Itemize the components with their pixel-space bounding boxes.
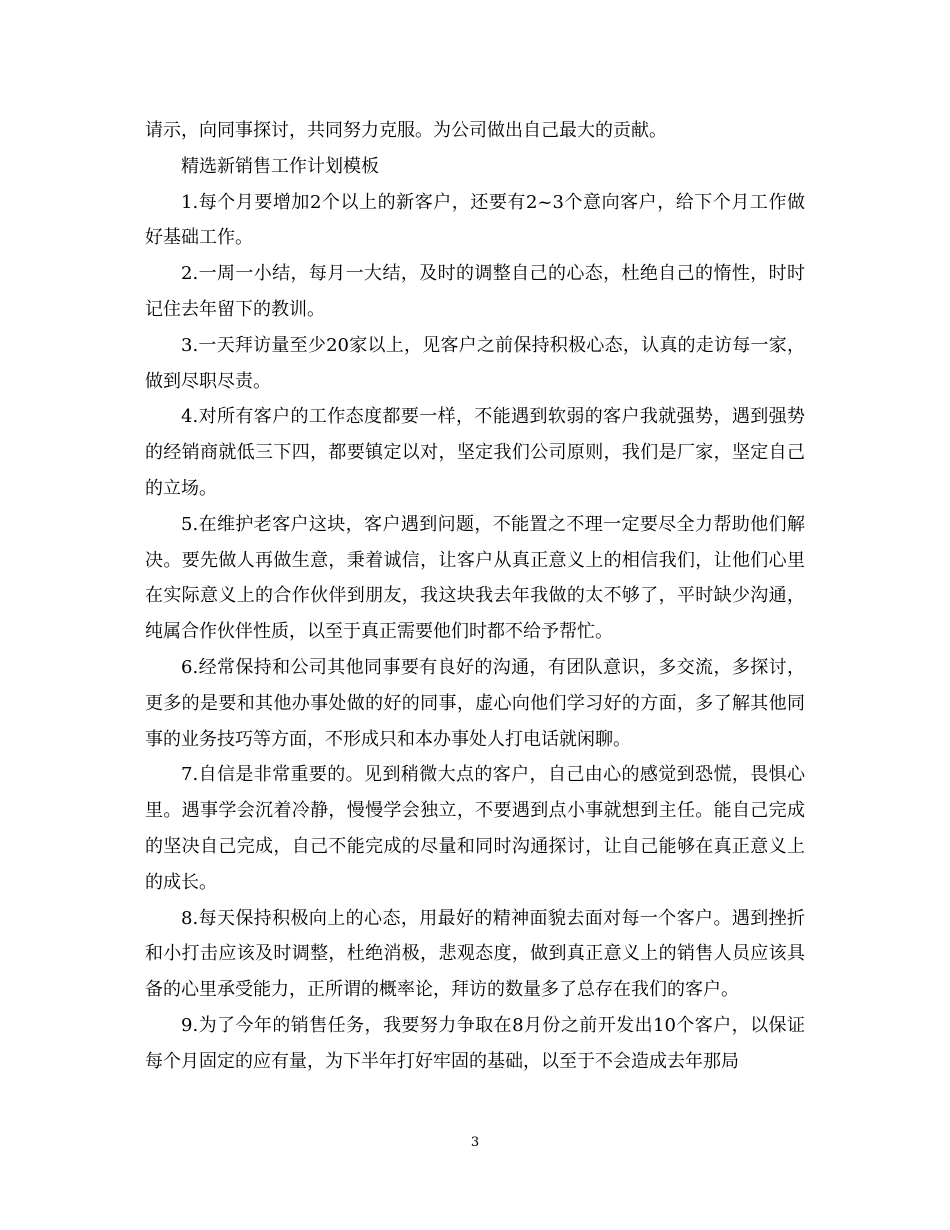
list-item-1: 1.每个月要增加2个以上的新客户，还要有2~3个意向客户，给下个月工作做好基础工作。 [145, 191, 805, 249]
list-item-7: 7.自信是非常重要的。见到稍微大点的客户，自己由心的感觉到恐慌，畏惧心里。遇事学会沉着冷静，慢慢学会独立，不要遇到点小事就想到主任。能自己完成的坚决自己完成，自己不能完成的尽量和同时沟通探讨，让自己能够在真正意义上的成长。 [145, 764, 805, 893]
document-body [145, 113, 805, 1080]
list-item-5: 5.在维护老客户这块，客户遇到问题，不能置之不理一定要尽全力帮助他们解决。要先做人再做生意，秉着诚信，让客户从真正意义上的相信我们，让他们心里在实际意义上的合作伙伴到朋友，我这块我去年我做的太不够了，平时缺少沟通，纯属合作伙伴性质，以至于真正需要他们时都不给予帮忙。 [145, 513, 805, 643]
page-number: 3 [470, 1135, 480, 1150]
list-item-8: 8.每天保持积极向上的心态，用最好的精神面貌去面对每一个客户。遇到挫折和小打击应该及时调整，杜绝消极，悲观态度，做到真正意义上的销售人员应该具备的心里承受能力，正所谓的概率论，拜访的数量多了总存在我们的客户。 [145, 907, 805, 1001]
paragraph-continuation: 请示，向同事探讨，共同努力克服。为公司做出自己最大的贡献。 [145, 120, 667, 141]
list-item-9: 9.为了今年的销售任务，我要努力争取在8月份之前开发出10个客户，以保证每个月固定的应有量，为下半年打好牢固的基础，以至于不会造成去年那局 [145, 1014, 805, 1072]
section-heading: 精选新销售工作计划模板 [181, 155, 379, 177]
list-item-2: 2.一周一小结，每月一大结，及时的调整自己的心态，杜绝自己的惰性，时时记住去年留下的教训。 [145, 263, 805, 320]
list-item-6: 6.经常保持和公司其他同事要有良好的沟通，有团队意识，多交流，多探讨，更多的是要和其他办事处做的好的同事，虚心向他们学习好的方面，多了解其他同事的业务技巧等方面，不形成只和本办事处人打电话就闲聊。 [145, 656, 805, 750]
list-item-3: 3.一天拜访量至少20家以上，见客户之前保持积极心态，认真的走访每一家，做到尽职尽责。 [145, 334, 805, 392]
list-item-4: 4.对所有客户的工作态度都要一样，不能遇到软弱的客户我就强势，遇到强势的经销商就低三下四，都要镇定以对，坚定我们公司原则，我们是厂家，坚定自己的立场。 [145, 406, 805, 499]
